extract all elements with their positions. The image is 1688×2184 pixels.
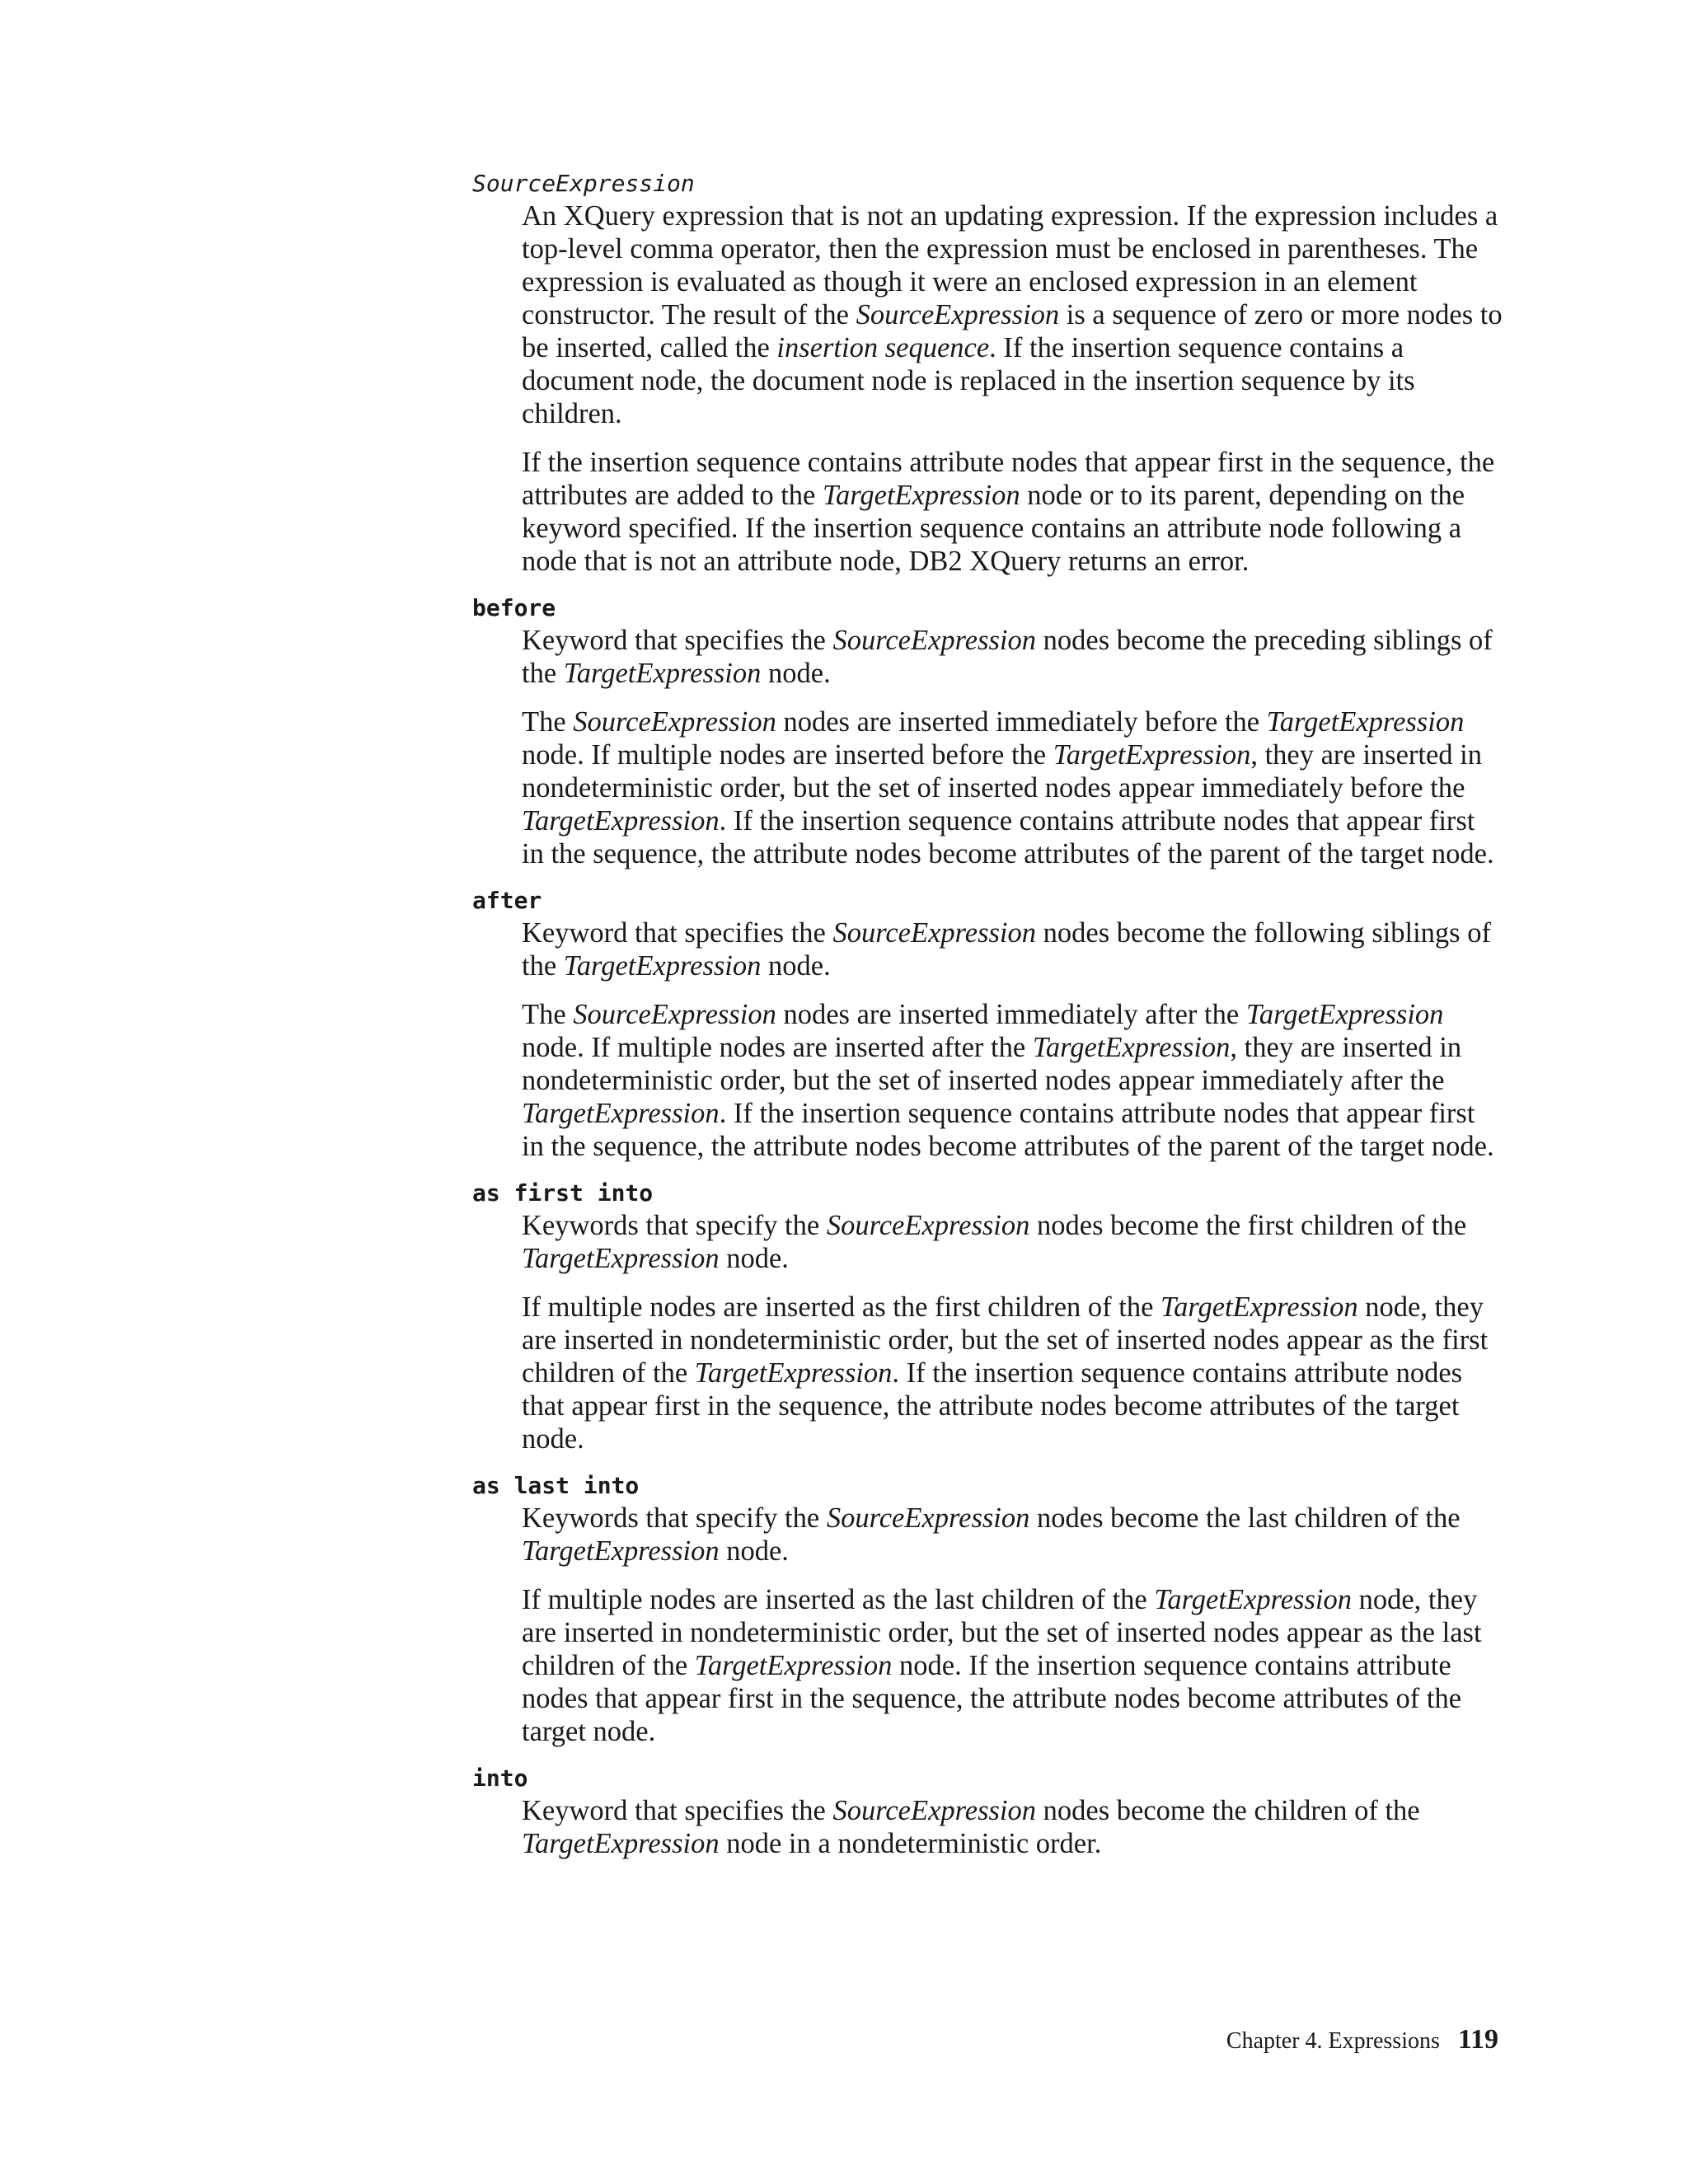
term-source-expression: SourceExpression (472, 170, 695, 197)
entry-as-first-into (472, 1179, 1503, 1455)
paragraph: Keyword that specifies the SourceExpression nodes become the children of the TargetExpression node in a nondeterministic order. (522, 1795, 1420, 1859)
entry-before (472, 594, 1503, 870)
emphasis-text: SourceExpression (832, 625, 1037, 656)
emphasis-text: SourceExpression (832, 917, 1037, 949)
definition (522, 1502, 1503, 1748)
emphasis-text: SourceExpression (832, 1795, 1037, 1826)
emphasis-text: TargetExpression (522, 1098, 720, 1129)
definition (522, 1209, 1503, 1455)
term-as-last-into: as last into (472, 1472, 640, 1499)
emphasis-text: TargetExpression (563, 658, 762, 689)
emphasis-text: TargetExpression (694, 1357, 893, 1389)
paragraph: The SourceExpression nodes are inserted immediately after the TargetExpression node. If multiple nodes are inserted after the TargetExpression, they are inserted in nondeterministic order, but the set of inserted nodes appear immediately after the TargetExpression. If the insertion sequence contains attribute nodes that appear first in the sequence, the attribute nodes become attributes of the parent of the target node. (522, 999, 1494, 1162)
paragraph: If multiple nodes are inserted as the first children of the TargetExpression node, they are inserted in nondeterministic order, but the set of inserted nodes appear as the first children of the TargetExpression. If the insertion sequence contains attribute nodes that appear first in the sequence, the attribute nodes become attributes of the target node. (522, 1291, 1489, 1455)
paragraph: An XQuery expression that is not an updating expression. If the expression includes a top-level comma operator, then the expression must be enclosed in parentheses. The expression is evaluated as though it were an enclosed expression in an element constructor. The result of the SourceExpression is a sequence of zero or more nodes to be inserted, called the insertion sequence. If the insertion sequence contains a document node, the document node is replaced in the insertion sequence by its children. (522, 200, 1503, 429)
definition (522, 916, 1503, 1163)
emphasis-text: SourceExpression (826, 1502, 1030, 1534)
paragraph: If multiple nodes are inserted as the last children of the TargetExpression node, they are inserted in nondeterministic order, but the set of inserted nodes appear as the last children of the TargetExpression node. If the insertion sequence contains attribute nodes that appear first in the sequence, the attribute nodes become attributes of the target node. (522, 1584, 1482, 1747)
emphasis-text: SourceExpression (826, 1210, 1030, 1241)
emphasis-text: TargetExpression (822, 480, 1020, 511)
emphasis-text: TargetExpression (563, 950, 762, 982)
emphasis-text: TargetExpression (1154, 1584, 1352, 1615)
term-before: before (472, 594, 556, 621)
entry-into (472, 1765, 1503, 1860)
entry-source-expression (472, 170, 1503, 578)
definition (522, 199, 1503, 578)
emphasis-text: TargetExpression (1053, 739, 1251, 771)
entry-as-last-into (472, 1472, 1503, 1748)
emphasis-text: TargetExpression (1160, 1291, 1358, 1323)
definition (522, 1794, 1503, 1860)
paragraph: If the insertion sequence contains attribute nodes that appear first in the sequence, the attributes are added to the TargetExpression node or to its parent, depending on the keyword specified. If the insertion sequence contains an attribute node following a node that is not an attribute node, DB2 XQuery returns an error. (522, 447, 1495, 577)
emphasis-text: TargetExpression (522, 1828, 720, 1859)
paragraph: Keyword that specifies the SourceExpression nodes become the preceding siblings of the TargetExpression node. (522, 625, 1493, 689)
emphasis-text: TargetExpression (694, 1650, 893, 1681)
page-number: 119 (1457, 2024, 1498, 2055)
page-footer (1226, 2023, 1498, 2058)
emphasis-text: TargetExpression (1032, 1032, 1231, 1063)
entry-after (472, 887, 1503, 1163)
emphasis-text: TargetExpression (522, 1243, 720, 1274)
emphasis-text: SourceExpression (573, 999, 776, 1030)
emphasis-text: TargetExpression (1245, 999, 1444, 1030)
emphasis-text: insertion sequence (776, 332, 990, 363)
paragraph: Keywords that specify the SourceExpression nodes become the first children of the TargetExpression node. (522, 1210, 1467, 1274)
emphasis-text: TargetExpression (522, 1535, 720, 1567)
paragraph: Keyword that specifies the SourceExpression nodes become the following siblings of the TargetExpression node. (522, 917, 1491, 982)
emphasis-text: TargetExpression (1266, 706, 1465, 738)
emphasis-text: SourceExpression (856, 299, 1060, 330)
paragraph: Keywords that specify the SourceExpression nodes become the last children of the TargetExpression node. (522, 1502, 1461, 1567)
emphasis-text: SourceExpression (573, 706, 776, 738)
term-as-first-into: as first into (472, 1179, 654, 1207)
emphasis-text: TargetExpression (522, 805, 720, 837)
chapter-title: Chapter 4. Expressions (1226, 2028, 1440, 2054)
definition (522, 624, 1503, 870)
paragraph: The SourceExpression nodes are inserted immediately before the TargetExpression node. If multiple nodes are inserted before the TargetExpression, they are inserted in nondeterministic order, but the set of inserted nodes appear immediately before the TargetExpression. If the insertion sequence contains attribute nodes that appear first in the sequence, the attribute nodes become attributes of the parent of the target node. (522, 706, 1494, 869)
term-after: after (472, 887, 542, 914)
definition-list (472, 170, 1503, 1860)
term-into: into (472, 1765, 528, 1792)
